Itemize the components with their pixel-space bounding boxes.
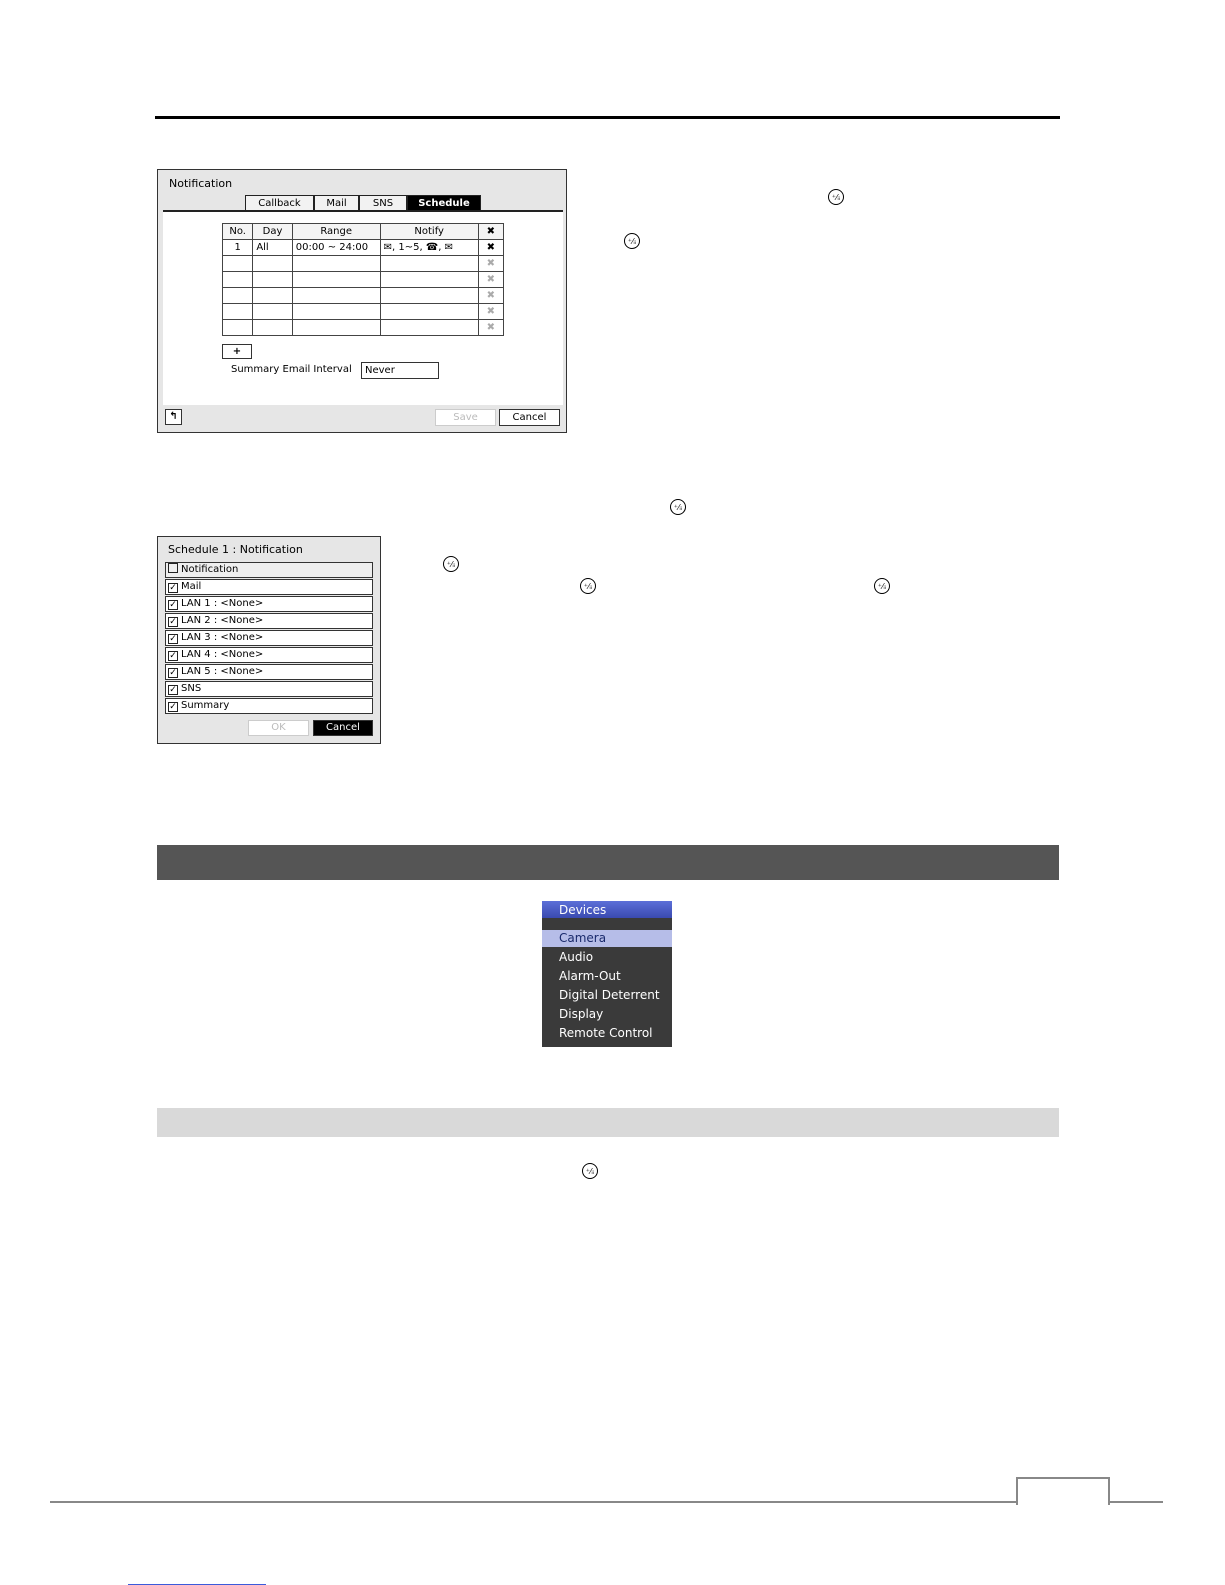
checklist-label: SNS: [181, 683, 202, 694]
checkbox[interactable]: ✓: [169, 702, 177, 712]
delete-row-icon: ✖: [478, 320, 503, 336]
page-number-tab: [1016, 1477, 1110, 1505]
tab-schedule[interactable]: Schedule: [407, 195, 481, 210]
delete-row-icon: ✖: [478, 256, 503, 272]
range-spinner[interactable]: 00:00 ~ 24:00: [292, 240, 380, 256]
menu-title: Devices: [559, 903, 607, 917]
ok-button[interactable]: OK: [248, 720, 309, 736]
add-row-button[interactable]: +: [222, 344, 252, 359]
menu-item-camera[interactable]: Camera: [559, 931, 607, 945]
section-header-bar: [157, 845, 1059, 880]
summary-value: Never: [365, 365, 395, 376]
play-pause-icon: ⁺⁄ᵢᵢ: [582, 1163, 598, 1179]
checkbox[interactable]: ✓: [169, 668, 177, 678]
play-pause-icon: ⁺⁄ᵢᵢ: [443, 556, 459, 572]
checklist-item[interactable]: [165, 647, 373, 663]
summary-label: Summary Email Interval: [231, 364, 352, 375]
subsection-bar: [157, 1108, 1059, 1137]
checklist-item[interactable]: [165, 698, 373, 714]
cancel-button[interactable]: Cancel: [499, 409, 560, 426]
menu-item-digital-deterrent[interactable]: Digital Deterrent: [559, 988, 660, 1002]
col-notify: Notify: [380, 224, 478, 240]
checklist-label: LAN 2 : <None>: [181, 615, 264, 626]
checklist-label: LAN 4 : <None>: [181, 649, 264, 660]
notification-dialog: [157, 169, 567, 433]
menu-item-display[interactable]: Display: [559, 1007, 604, 1021]
schedule-dialog-title: Schedule 1 : Notification: [168, 543, 303, 556]
checkbox[interactable]: ✓: [169, 583, 177, 593]
tab-callback[interactable]: Callback: [245, 195, 314, 210]
checklist-item[interactable]: [165, 579, 373, 595]
notify-field[interactable]: ✉, 1~5, ☎, ✉: [380, 240, 478, 256]
table-row: [223, 256, 504, 272]
play-pause-icon: ⁺⁄ᵢᵢ: [624, 233, 640, 249]
menu-item-alarm-out[interactable]: Alarm-Out: [559, 969, 621, 983]
row-no: 1: [223, 240, 253, 256]
delete-row-icon[interactable]: ✖: [478, 240, 503, 256]
delete-all-icon[interactable]: ✖: [478, 224, 503, 240]
col-day: Day: [253, 224, 292, 240]
menu-item-remote-control[interactable]: Remote Control: [559, 1026, 653, 1040]
checklist-item[interactable]: [165, 664, 373, 680]
delete-row-icon: ✖: [478, 304, 503, 320]
summary-interval-select[interactable]: [361, 362, 439, 379]
top-rule: [155, 116, 1060, 119]
checklist-label: Summary: [181, 700, 230, 711]
checkbox[interactable]: ✓: [169, 685, 177, 695]
schedule-table: [222, 223, 504, 336]
col-range: Range: [292, 224, 380, 240]
table-row[interactable]: [223, 240, 504, 256]
checklist-label: LAN 3 : <None>: [181, 632, 264, 643]
checkbox[interactable]: ✓: [169, 651, 177, 661]
col-no: No.: [223, 224, 253, 240]
checklist-label: LAN 1 : <None>: [181, 598, 264, 609]
checklist-item[interactable]: [165, 596, 373, 612]
save-button[interactable]: Save: [435, 409, 496, 426]
checkbox[interactable]: ✓: [169, 600, 177, 610]
checklist-label: Mail: [181, 581, 202, 592]
play-pause-icon: ⁺⁄ᵢᵢ: [874, 578, 890, 594]
checkbox[interactable]: ✓: [169, 634, 177, 644]
checklist-item[interactable]: [165, 613, 373, 629]
checkbox[interactable]: ✓: [169, 617, 177, 627]
table-row: [223, 304, 504, 320]
checklist-item[interactable]: [165, 681, 373, 697]
checkbox[interactable]: [168, 563, 178, 573]
cancel-button[interactable]: Cancel: [313, 720, 373, 736]
play-pause-icon: ⁺⁄ᵢᵢ: [580, 578, 596, 594]
tab-sns[interactable]: SNS: [359, 195, 407, 210]
table-row: [223, 272, 504, 288]
day-select[interactable]: All: [253, 240, 292, 256]
tab-mail[interactable]: Mail: [314, 195, 359, 210]
table-row: [223, 320, 504, 336]
dialog-title: Notification: [169, 177, 233, 190]
checklist-label: LAN 5 : <None>: [181, 666, 264, 677]
delete-row-icon: ✖: [478, 272, 503, 288]
tab-bar: [245, 195, 481, 210]
play-pause-icon: ⁺⁄ᵢᵢ: [670, 499, 686, 515]
menu-item-audio[interactable]: Audio: [559, 950, 594, 964]
back-icon[interactable]: ↰: [165, 409, 182, 425]
checklist-label: Notification: [181, 564, 239, 575]
footer-rule: [50, 1501, 1163, 1503]
table-row: [223, 288, 504, 304]
checklist-item[interactable]: [165, 630, 373, 646]
delete-row-icon: ✖: [478, 288, 503, 304]
devices-menu: [542, 901, 672, 1047]
checklist-item[interactable]: [165, 562, 373, 578]
play-pause-icon: ⁺⁄ᵢᵢ: [828, 189, 844, 205]
